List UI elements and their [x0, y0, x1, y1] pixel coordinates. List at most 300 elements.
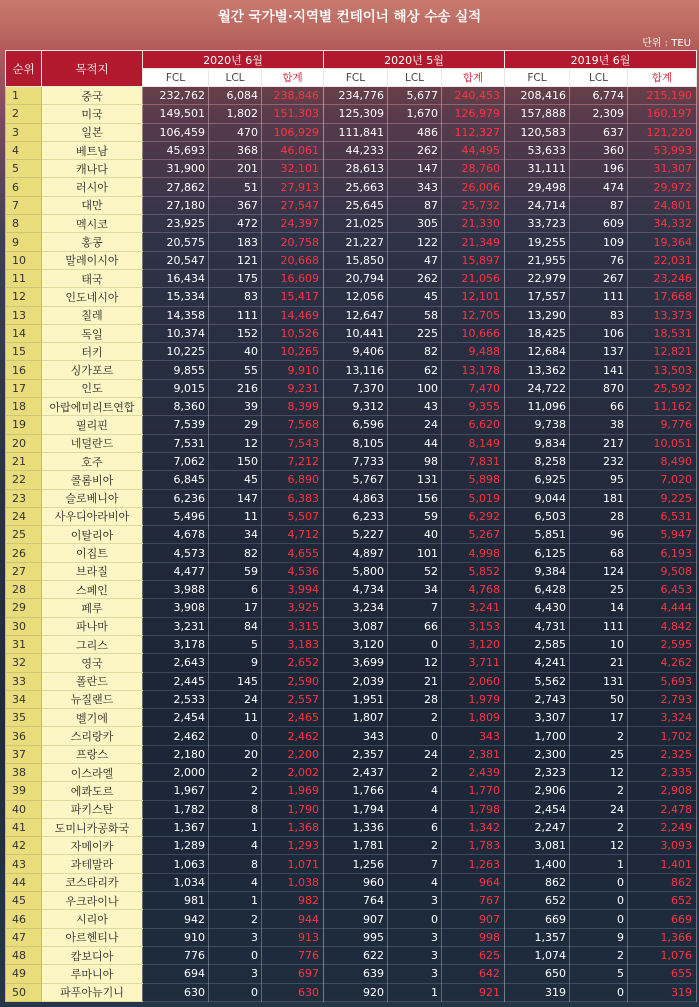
fcl-cell: 106,459 [143, 123, 209, 141]
fcl-cell: 2,743 [505, 690, 570, 708]
fcl-cell: 234,776 [324, 87, 388, 105]
fcl-cell: 9,384 [505, 562, 570, 580]
lcl-cell: 472 [209, 215, 262, 233]
total-cell: 13,503 [628, 361, 697, 379]
fcl-cell: 9,044 [505, 489, 570, 507]
rank-cell: 2 [6, 105, 42, 123]
fcl-cell: 14,358 [143, 306, 209, 324]
rank-cell: 29 [6, 599, 42, 617]
fcl-cell: 694 [143, 965, 209, 983]
destination-cell: 인도네시아 [42, 288, 143, 306]
total-cell: 13,373 [628, 306, 697, 324]
destination-cell: 시리아 [42, 910, 143, 928]
lcl-cell: 96 [570, 526, 628, 544]
lcl-cell: 11 [209, 507, 262, 525]
total-cell: 6,890 [262, 471, 324, 489]
destination-cell: 인도 [42, 379, 143, 397]
fcl-cell: 3,087 [324, 617, 388, 635]
lcl-cell: 45 [388, 288, 442, 306]
fcl-cell: 639 [324, 965, 388, 983]
lcl-cell: 5 [209, 635, 262, 653]
fcl-cell: 343 [324, 727, 388, 745]
destination-cell: 벨기에 [42, 709, 143, 727]
total-cell: 1,798 [442, 800, 505, 818]
total-cell: 20,758 [262, 233, 324, 251]
rank-cell: 22 [6, 471, 42, 489]
fcl-cell: 6,845 [143, 471, 209, 489]
lcl-cell: 34 [209, 526, 262, 544]
total-cell: 1,293 [262, 837, 324, 855]
lcl-cell: 3 [209, 928, 262, 946]
total-cell: 160,197 [628, 105, 697, 123]
rank-cell: 19 [6, 416, 42, 434]
lcl-cell: 6,084 [209, 87, 262, 105]
destination-cell: 러시아 [42, 178, 143, 196]
lcl-cell: 4 [388, 800, 442, 818]
fcl-cell: 3,988 [143, 581, 209, 599]
total-cell: 106,929 [262, 123, 324, 141]
total-cell: 2,557 [262, 690, 324, 708]
table-row [6, 654, 697, 672]
rank-cell: 41 [6, 818, 42, 836]
rank-cell: 14 [6, 324, 42, 342]
fcl-cell: 3,178 [143, 635, 209, 653]
fcl-cell: 622 [324, 946, 388, 964]
fcl-cell: 12,647 [324, 306, 388, 324]
total-cell: 907 [442, 910, 505, 928]
total-header: 합계 [442, 69, 505, 87]
total-cell: 5,267 [442, 526, 505, 544]
lcl-cell: 181 [570, 489, 628, 507]
total-cell: 7,212 [262, 452, 324, 470]
destination-cell: 말레이시아 [42, 251, 143, 269]
fcl-cell: 7,531 [143, 434, 209, 452]
total-cell: 27,913 [262, 178, 324, 196]
table-row [6, 507, 697, 525]
lcl-header: LCL [570, 69, 628, 87]
total-cell: 53,993 [628, 141, 697, 159]
total-cell: 4,444 [628, 599, 697, 617]
lcl-cell: 131 [570, 672, 628, 690]
lcl-cell: 59 [209, 562, 262, 580]
destination-cell: 필리핀 [42, 416, 143, 434]
fcl-cell: 5,227 [324, 526, 388, 544]
rank-cell: 26 [6, 544, 42, 562]
destination-cell: 파푸아뉴기니 [42, 983, 143, 1001]
rank-cell: 21 [6, 452, 42, 470]
total-cell: 3,093 [628, 837, 697, 855]
lcl-cell: 9 [209, 654, 262, 672]
lcl-cell: 3 [388, 928, 442, 946]
fcl-cell: 4,430 [505, 599, 570, 617]
fcl-cell: 7,062 [143, 452, 209, 470]
total-cell: 2,478 [628, 800, 697, 818]
total-cell: 6,620 [442, 416, 505, 434]
total-cell: 3,183 [262, 635, 324, 653]
lcl-cell: 25 [570, 581, 628, 599]
lcl-cell: 82 [209, 544, 262, 562]
lcl-cell: 10 [570, 635, 628, 653]
rank-cell: 3 [6, 123, 42, 141]
fcl-cell: 8,360 [143, 398, 209, 416]
lcl-cell: 216 [209, 379, 262, 397]
table-row [6, 160, 697, 178]
table-row [6, 672, 697, 690]
lcl-cell: 0 [209, 946, 262, 964]
total-cell: 2,462 [262, 727, 324, 745]
total-cell: 998 [442, 928, 505, 946]
table-row [6, 965, 697, 983]
fcl-cell: 13,116 [324, 361, 388, 379]
table-row [6, 983, 697, 1001]
fcl-cell: 9,855 [143, 361, 209, 379]
fcl-cell: 31,111 [505, 160, 570, 178]
fcl-cell: 9,312 [324, 398, 388, 416]
total-cell: 44,495 [442, 141, 505, 159]
total-cell: 9,231 [262, 379, 324, 397]
total-cell: 25,732 [442, 196, 505, 214]
rank-cell: 44 [6, 873, 42, 891]
fcl-cell: 2,454 [143, 709, 209, 727]
fcl-cell: 25,663 [324, 178, 388, 196]
total-cell: 2,652 [262, 654, 324, 672]
period-header: 2020년 6월 [143, 51, 324, 69]
rank-cell: 36 [6, 727, 42, 745]
total-cell: 8,490 [628, 452, 697, 470]
lcl-cell: 2 [209, 763, 262, 781]
lcl-cell: 470 [209, 123, 262, 141]
total-cell: 776 [262, 946, 324, 964]
lcl-cell: 2 [570, 727, 628, 745]
rank-cell: 18 [6, 398, 42, 416]
unit-label: 단위 : TEU [642, 38, 691, 49]
table-row [6, 581, 697, 599]
fcl-cell: 29,498 [505, 178, 570, 196]
total-cell: 12,705 [442, 306, 505, 324]
fcl-cell: 20,794 [324, 269, 388, 287]
destination-cell: 네덜란드 [42, 434, 143, 452]
lcl-cell: 145 [209, 672, 262, 690]
total-cell: 2,908 [628, 782, 697, 800]
lcl-cell: 367 [209, 196, 262, 214]
fcl-cell: 1,063 [143, 855, 209, 873]
lcl-cell: 8 [209, 800, 262, 818]
total-cell: 697 [262, 965, 324, 983]
total-cell: 21,349 [442, 233, 505, 251]
fcl-cell: 3,234 [324, 599, 388, 617]
table-row [6, 800, 697, 818]
fcl-cell: 24,714 [505, 196, 570, 214]
fcl-cell: 53,633 [505, 141, 570, 159]
lcl-cell: 87 [570, 196, 628, 214]
table-row [6, 233, 697, 251]
lcl-cell: 147 [209, 489, 262, 507]
lcl-cell: 2 [388, 709, 442, 727]
total-cell: 2,793 [628, 690, 697, 708]
total-cell: 6,193 [628, 544, 697, 562]
total-cell: 1,702 [628, 727, 697, 745]
fcl-cell: 910 [143, 928, 209, 946]
fcl-cell: 650 [505, 965, 570, 983]
total-cell: 46,061 [262, 141, 324, 159]
fcl-cell: 13,362 [505, 361, 570, 379]
destination-cell: 우크라이나 [42, 892, 143, 910]
total-cell: 343 [442, 727, 505, 745]
fcl-cell: 10,441 [324, 324, 388, 342]
lcl-cell: 486 [388, 123, 442, 141]
fcl-cell: 4,573 [143, 544, 209, 562]
fcl-cell: 232,762 [143, 87, 209, 105]
rank-cell: 49 [6, 965, 42, 983]
fcl-cell: 995 [324, 928, 388, 946]
total-cell: 921 [442, 983, 505, 1001]
rank-cell: 15 [6, 343, 42, 361]
table-row [6, 526, 697, 544]
lcl-cell: 24 [570, 800, 628, 818]
lcl-cell: 121 [209, 251, 262, 269]
lcl-cell: 183 [209, 233, 262, 251]
lcl-cell: 1 [209, 818, 262, 836]
table-row [6, 398, 697, 416]
total-cell: 625 [442, 946, 505, 964]
lcl-cell: 24 [388, 416, 442, 434]
total-cell: 6,531 [628, 507, 697, 525]
destination-cell: 루마니아 [42, 965, 143, 983]
total-cell: 32,101 [262, 160, 324, 178]
rank-cell: 48 [6, 946, 42, 964]
total-cell: 21,330 [442, 215, 505, 233]
lcl-cell: 368 [209, 141, 262, 159]
table-row [6, 416, 697, 434]
table-row [6, 617, 697, 635]
fcl-header: FCL [143, 69, 209, 87]
fcl-cell: 1,256 [324, 855, 388, 873]
fcl-cell: 111,841 [324, 123, 388, 141]
fcl-cell: 157,888 [505, 105, 570, 123]
shipping-table [5, 50, 697, 1002]
lcl-cell: 62 [388, 361, 442, 379]
lcl-cell: 1,802 [209, 105, 262, 123]
total-cell: 767 [442, 892, 505, 910]
total-cell: 5,852 [442, 562, 505, 580]
lcl-cell: 28 [570, 507, 628, 525]
lcl-cell: 232 [570, 452, 628, 470]
table-row [6, 892, 697, 910]
table-row [6, 635, 697, 653]
total-cell: 7,470 [442, 379, 505, 397]
fcl-header: FCL [324, 69, 388, 87]
fcl-cell: 2,180 [143, 745, 209, 763]
fcl-cell: 1,782 [143, 800, 209, 818]
table-row [6, 361, 697, 379]
lcl-cell: 1,670 [388, 105, 442, 123]
total-cell: 9,508 [628, 562, 697, 580]
total-cell: 11,162 [628, 398, 697, 416]
fcl-cell: 2,643 [143, 654, 209, 672]
total-cell: 24,397 [262, 215, 324, 233]
destination-cell: 이스라엘 [42, 763, 143, 781]
total-cell: 5,693 [628, 672, 697, 690]
fcl-cell: 4,241 [505, 654, 570, 672]
rank-cell: 11 [6, 269, 42, 287]
total-cell: 23,246 [628, 269, 697, 287]
fcl-cell: 6,236 [143, 489, 209, 507]
table-row [6, 434, 697, 452]
lcl-cell: 9 [570, 928, 628, 946]
lcl-cell: 5 [570, 965, 628, 983]
fcl-cell: 9,738 [505, 416, 570, 434]
lcl-cell: 76 [570, 251, 628, 269]
total-cell: 982 [262, 892, 324, 910]
lcl-cell: 2 [570, 782, 628, 800]
rank-cell: 47 [6, 928, 42, 946]
lcl-cell: 58 [388, 306, 442, 324]
total-cell: 3,241 [442, 599, 505, 617]
table-row [6, 745, 697, 763]
lcl-cell: 38 [570, 416, 628, 434]
total-cell: 1,342 [442, 818, 505, 836]
total-header: 합계 [628, 69, 697, 87]
table-row [6, 599, 697, 617]
total-cell: 10,666 [442, 324, 505, 342]
lcl-cell: 0 [209, 983, 262, 1001]
lcl-cell: 4 [209, 837, 262, 855]
total-cell: 18,531 [628, 324, 697, 342]
total-cell: 4,536 [262, 562, 324, 580]
lcl-cell: 45 [209, 471, 262, 489]
lcl-cell: 225 [388, 324, 442, 342]
destination-cell: 자메이카 [42, 837, 143, 855]
lcl-cell: 217 [570, 434, 628, 452]
total-cell: 9,488 [442, 343, 505, 361]
fcl-cell: 764 [324, 892, 388, 910]
destination-cell: 아르헨티나 [42, 928, 143, 946]
fcl-cell: 1,034 [143, 873, 209, 891]
total-cell: 3,153 [442, 617, 505, 635]
fcl-cell: 44,233 [324, 141, 388, 159]
rank-cell: 12 [6, 288, 42, 306]
table-row [6, 837, 697, 855]
destination-cell: 뉴질랜드 [42, 690, 143, 708]
total-cell: 4,998 [442, 544, 505, 562]
lcl-cell: 98 [388, 452, 442, 470]
total-cell: 28,760 [442, 160, 505, 178]
destination-cell: 일본 [42, 123, 143, 141]
total-cell: 29,972 [628, 178, 697, 196]
lcl-cell: 109 [570, 233, 628, 251]
rank-cell: 30 [6, 617, 42, 635]
lcl-header: LCL [209, 69, 262, 87]
total-cell: 7,020 [628, 471, 697, 489]
total-cell: 9,355 [442, 398, 505, 416]
total-cell: 4,842 [628, 617, 697, 635]
lcl-cell: 40 [209, 343, 262, 361]
lcl-cell: 2 [570, 946, 628, 964]
lcl-cell: 1 [209, 892, 262, 910]
fcl-cell: 12,684 [505, 343, 570, 361]
fcl-cell: 2,533 [143, 690, 209, 708]
total-cell: 24,801 [628, 196, 697, 214]
lcl-cell: 201 [209, 160, 262, 178]
rank-cell: 16 [6, 361, 42, 379]
total-cell: 7,831 [442, 452, 505, 470]
total-cell: 1,071 [262, 855, 324, 873]
lcl-cell: 51 [209, 178, 262, 196]
rank-cell: 40 [6, 800, 42, 818]
fcl-cell: 1,700 [505, 727, 570, 745]
destination-cell: 태국 [42, 269, 143, 287]
rank-cell: 33 [6, 672, 42, 690]
fcl-cell: 6,233 [324, 507, 388, 525]
total-cell: 4,768 [442, 581, 505, 599]
total-cell: 964 [442, 873, 505, 891]
lcl-cell: 6,774 [570, 87, 628, 105]
fcl-cell: 13,290 [505, 306, 570, 324]
total-cell: 19,364 [628, 233, 697, 251]
destination-cell: 과테말라 [42, 855, 143, 873]
fcl-cell: 23,925 [143, 215, 209, 233]
table-row [6, 343, 697, 361]
total-cell: 1,790 [262, 800, 324, 818]
total-cell: 21,056 [442, 269, 505, 287]
table-row [6, 946, 697, 964]
total-cell: 2,590 [262, 672, 324, 690]
total-cell: 15,897 [442, 251, 505, 269]
total-cell: 5,947 [628, 526, 697, 544]
total-cell: 22,031 [628, 251, 697, 269]
rank-cell: 46 [6, 910, 42, 928]
fcl-cell: 4,477 [143, 562, 209, 580]
fcl-cell: 12,056 [324, 288, 388, 306]
total-cell: 7,568 [262, 416, 324, 434]
lcl-cell: 122 [388, 233, 442, 251]
table-row [6, 928, 697, 946]
fcl-cell: 6,596 [324, 416, 388, 434]
table-row [6, 306, 697, 324]
lcl-cell: 262 [388, 141, 442, 159]
total-cell: 121,220 [628, 123, 697, 141]
table-row [6, 215, 697, 233]
lcl-cell: 2 [209, 782, 262, 800]
fcl-cell: 10,225 [143, 343, 209, 361]
destination-cell: 멕시코 [42, 215, 143, 233]
page-title: 월간 국가별·지역별 컨테이너 해상 수송 실적 [217, 9, 482, 25]
lcl-cell: 360 [570, 141, 628, 159]
table-row [6, 709, 697, 727]
total-cell: 1,969 [262, 782, 324, 800]
lcl-cell: 83 [570, 306, 628, 324]
table-row [6, 471, 697, 489]
total-cell: 2,439 [442, 763, 505, 781]
fcl-cell: 21,025 [324, 215, 388, 233]
lcl-cell: 17 [570, 709, 628, 727]
total-cell: 7,543 [262, 434, 324, 452]
table-row [6, 288, 697, 306]
fcl-cell: 19,255 [505, 233, 570, 251]
lcl-cell: 1 [388, 983, 442, 1001]
lcl-cell: 47 [388, 251, 442, 269]
fcl-cell: 149,501 [143, 105, 209, 123]
lcl-cell: 150 [209, 452, 262, 470]
fcl-cell: 20,575 [143, 233, 209, 251]
lcl-cell: 21 [570, 654, 628, 672]
lcl-cell: 3 [388, 946, 442, 964]
total-cell: 16,609 [262, 269, 324, 287]
fcl-cell: 1,357 [505, 928, 570, 946]
fcl-cell: 24,722 [505, 379, 570, 397]
fcl-cell: 1,336 [324, 818, 388, 836]
destination-cell: 도미니카공화국 [42, 818, 143, 836]
